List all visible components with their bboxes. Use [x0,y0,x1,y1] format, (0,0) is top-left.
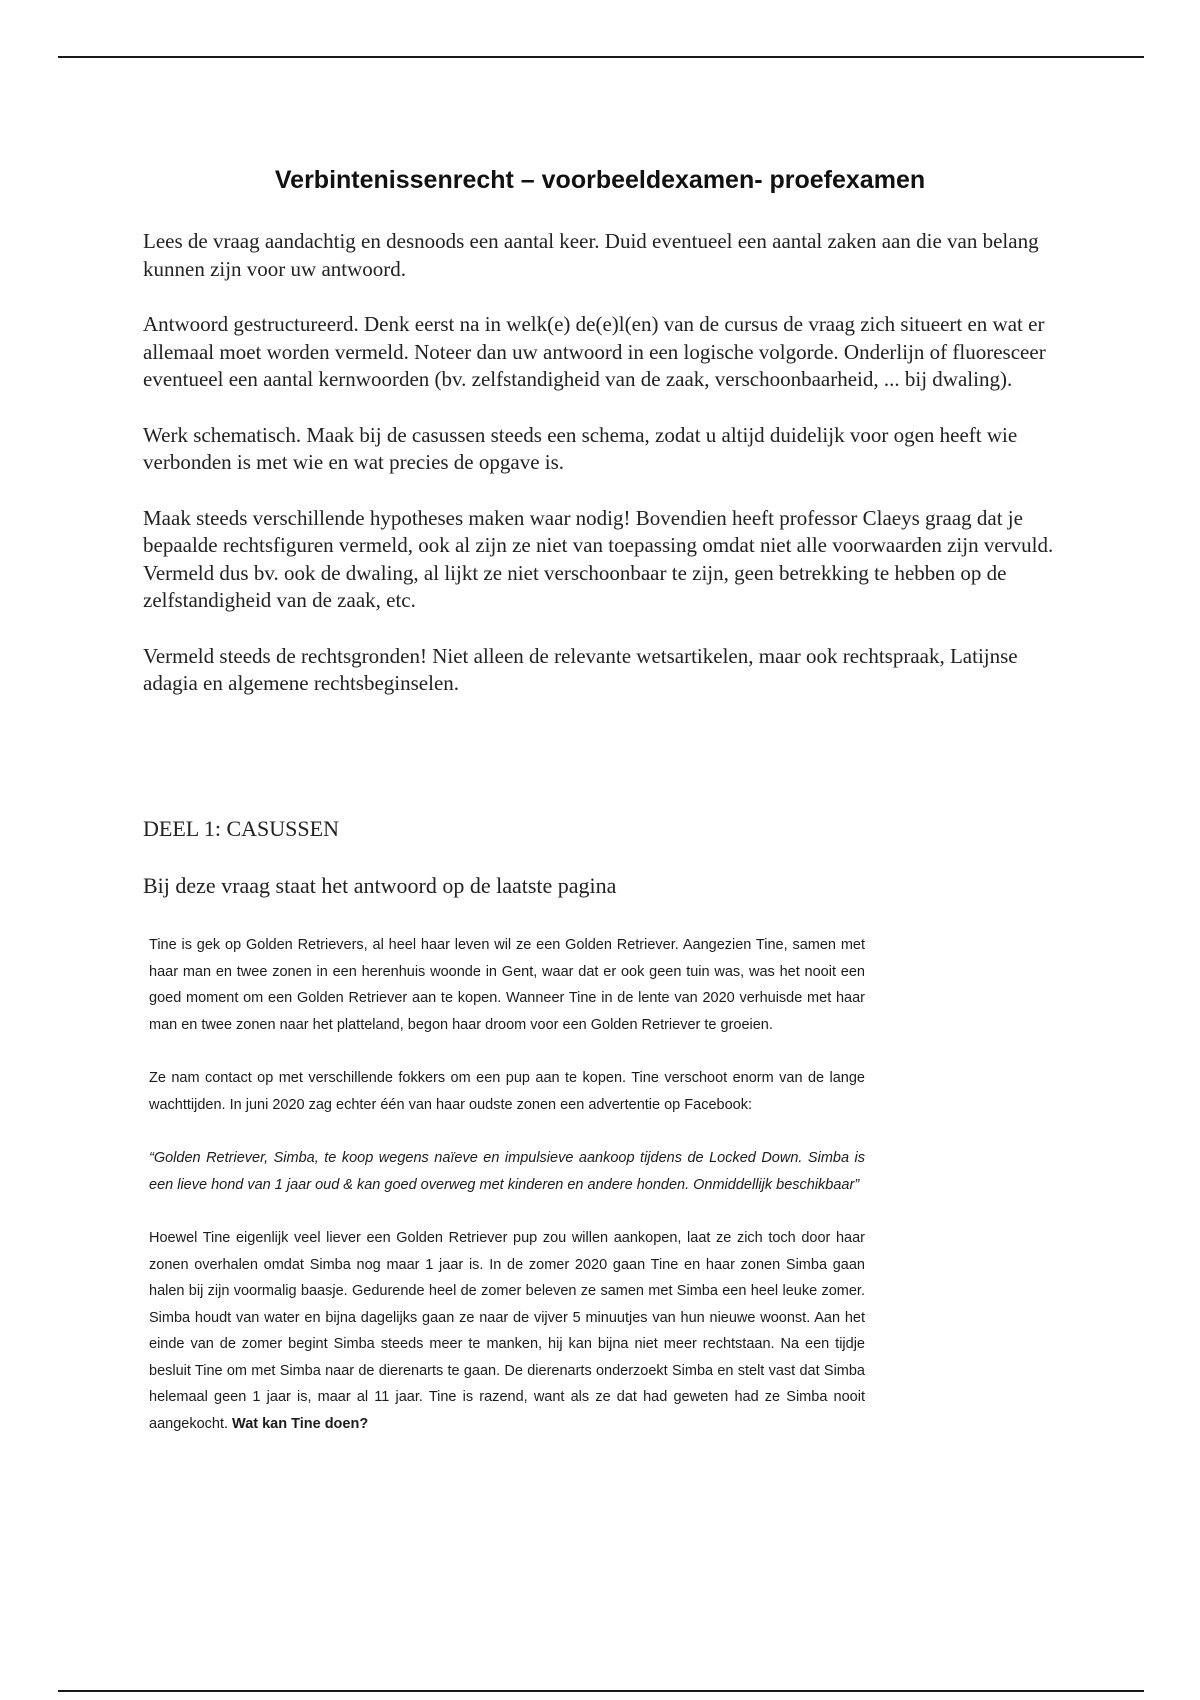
sub-heading: Bij deze vraag staat het antwoord op de laatste pagina [143,873,617,898]
instructions [143,228,1073,726]
instruction-paragraph: Antwoord gestructureerd. Denk eerst na in welk(e) de(e)l(en) van de cursus de vraag zich situeert en wat er allemaal moet worden vermeld. Noteer dan uw antwoord in een logische volgorde. Onderlijn of fluoresceer eventueel een aantal kernwoorden (bv. zelfstandigheid van de zaak, verschoonbaarheid, ... bij dwaling). [143,312,1046,391]
case-paragraph: Ze nam contact op met verschillende fokkers om een pup aan te kopen. Tine verschoot enorm van de lange wachttijden. In juni 2020 zag echter één van haar oudste zonen een advertentie op Facebook: [149,1070,865,1113]
case-paragraph: Tine is gek op Golden Retrievers, al heel haar leven wil ze een Golden Retriever. Aangezien Tine, samen met haar man en twee zonen in een herenhuis woonde in Gent, waar dat er ook geen tuin was, was het nooit een goed moment om een Golden Retriever aan te kopen. Wanneer Tine in de lente van 2020 verhuisde met haar man en twee zonen naar het platteland, begon haar droom voor een Golden Retriever te groeien. [149,937,865,1033]
case-question: Wat kan Tine doen? [232,1415,369,1432]
instruction-paragraph: Maak steeds verschillende hypotheses maken waar nodig! Bovendien heeft professor Claeys graag dat je bepaalde rechtsfiguren vermeld, ook al zijn ze niet van toepassing omdat niet alle voorwaarden zijn vervuld. Vermeld dus bv. ook de dwaling, al lijkt ze niet verschoonbaar te zijn, geen betrekking te hebben op de zelfstandigheid van de zaak, etc. [143,505,1054,612]
top-rule [58,56,1144,58]
instruction-paragraph: Vermeld steeds de rechtsgronden! Niet alleen de relevante wetsartikelen, maar ook rechtspraak, Latijnse adagia en algemene rechtsbeginselen. [143,643,1018,695]
case-text [149,932,865,1464]
case-paragraph: Hoewel Tine eigenlijk veel liever een Golden Retriever pup zou willen aankopen, laat ze zich toch door haar zonen overhalen omdat Simba nog maar 1 jaar is. In de zomer 2020 gaan Tine en haar zonen Simba gaan halen bij zijn voormalig baasje. Gedurende heel de zomer beleven ze samen met Simba een heel leuke zomer. Simba houdt van water en bijna dagelijks gaan ze naar de vijver 5 minuutjes van hun nieuwe woonst. Aan het einde van de zomer begint Simba steeds meer te manken, hij kan bijna niet meer rechtstaan. Na een tijdje besluit Tine om met Simba naar de dierenarts te gaan. De dierenarts onderzoekt Simba en stelt vast dat Simba helemaal geen 1 jaar is, maar al 11 jaar. Tine is razend, want als ze dat had geweten had ze Simba nooit aangekocht. [149,1230,865,1432]
instruction-paragraph: Lees de vraag aandachtig en desnoods een aantal keer. Duid eventueel een aantal zaken aan die van belang kunnen zijn voor uw antwoord. [143,229,1039,281]
section-heading: DEEL 1: CASUSSEN [143,816,339,841]
document-title: Verbintenissenrecht – voorbeeldexamen- proefexamen [274,166,926,194]
bottom-rule [58,1690,1144,1692]
instruction-paragraph: Werk schematisch. Maak bij de casussen steeds een schema, zodat u altijd duidelijk voor ogen heeft wie verbonden is met wie en wat precies de opgave is. [143,422,1018,474]
advertisement-quote: “Golden Retriever, Simba, te koop wegens naïeve en impulsieve aankoop tijdens de Locked Down. Simba is een lieve hond van 1 jaar oud & kan goed overweg met kinderen en andere honden. Onmiddellijk beschikbaar” [149,1150,865,1193]
case-paragraph-final [149,1225,865,1437]
